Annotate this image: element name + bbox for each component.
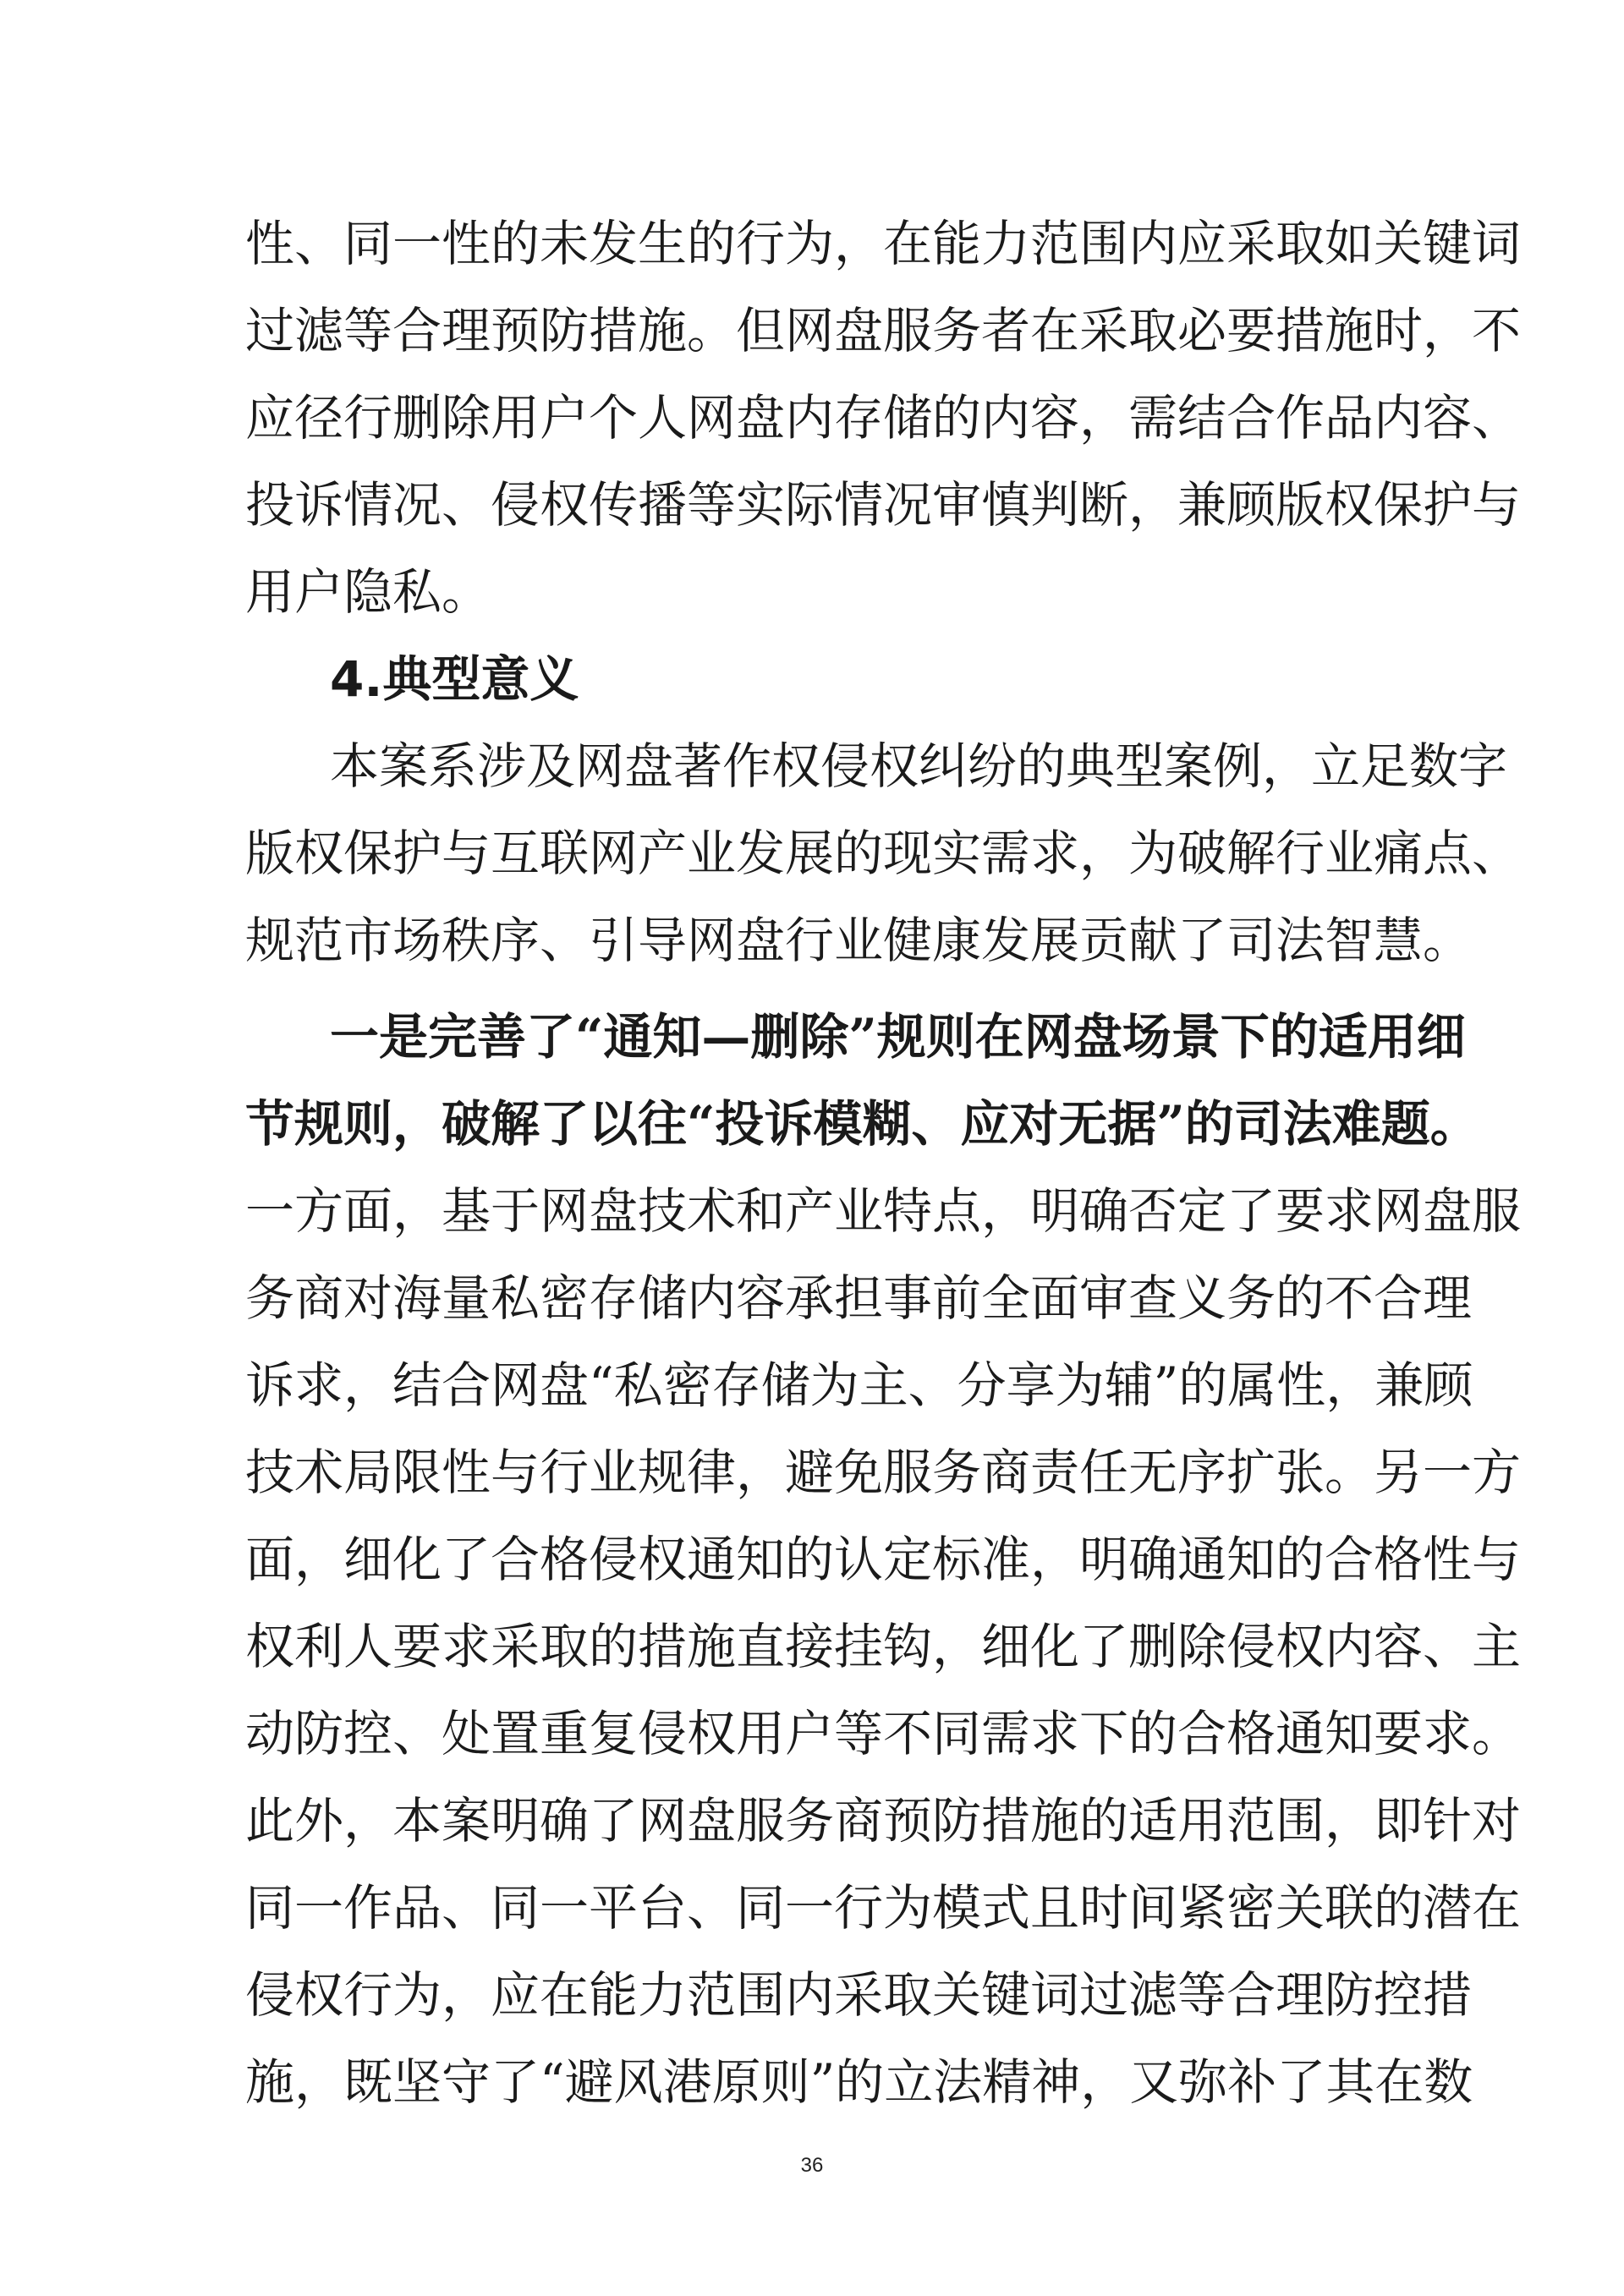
- paragraph-3-line-5: 面，细化了合格侵权通知的认定标准，明确通知的合格性与: [245, 1531, 1522, 1588]
- paragraph-1-line-2: 过滤等合理预防措施。但网盘服务者在采取必要措施时，不: [245, 302, 1522, 359]
- paragraph-3-line-8: 此外，本案明确了网盘服务商预防措施的适用范围，即针对: [245, 1792, 1522, 1849]
- paragraph-3-line-9: 同一作品、同一平台、同一行为模式且时间紧密关联的潜在: [245, 1879, 1522, 1937]
- paragraph-2-line-3: 规范市场秩序、引导网盘行业健康发展贡献了司法智慧。: [245, 912, 1473, 969]
- paragraph-3-line-11: 施，既坚守了“避风港原则”的立法精神，又弥补了其在数: [245, 2053, 1473, 2111]
- paragraph-3-line-2: 务商对海量私密存储内容承担事前全面审查义务的不合理: [245, 1269, 1473, 1327]
- paragraph-3-line-7: 动防控、处置重复侵权用户等不同需求下的合格通知要求。: [245, 1705, 1522, 1762]
- paragraph-3-line-1: 一方面，基于网盘技术和产业特点，明确否定了要求网盘服: [245, 1182, 1522, 1240]
- paragraph-1-line-5: 用户隐私。: [245, 563, 491, 621]
- paragraph-3-bold-line-2: 节规则，破解了以往“投诉模糊、应对无据”的司法难题。: [245, 1095, 1479, 1153]
- page-number: 36: [800, 2154, 824, 2177]
- section-heading: 4.典型意义: [330, 650, 579, 708]
- paragraph-1-line-1: 性、同一性的未发生的行为，在能力范围内应采取如关键词: [245, 215, 1522, 272]
- paragraph-3-line-6: 权利人要求采取的措施直接挂钩，细化了删除侵权内容、主: [245, 1618, 1522, 1675]
- paragraph-3-bold-line-1: 一是完善了“通知—删除”规则在网盘场景下的适用细: [330, 1008, 1466, 1066]
- paragraph-3-line-4: 技术局限性与行业规律，避免服务商责任无序扩张。另一方: [245, 1444, 1522, 1501]
- paragraph-1-line-3: 应径行删除用户个人网盘内存储的内容，需结合作品内容、: [245, 389, 1522, 447]
- paragraph-2-line-2: 版权保护与互联网产业发展的现实需求，为破解行业痛点、: [245, 825, 1522, 882]
- paragraph-3-line-10: 侵权行为，应在能力范围内采取关键词过滤等合理防控措: [245, 1966, 1473, 2024]
- paragraph-2-line-1: 本案系涉及网盘著作权侵权纠纷的典型案例，立足数字: [330, 737, 1508, 795]
- paragraph-1-line-4: 投诉情况、侵权传播等实际情况审慎判断，兼顾版权保护与: [245, 476, 1522, 534]
- paragraph-3-line-3: 诉求，结合网盘“私密存储为主、分享为辅”的属性，兼顾: [245, 1356, 1473, 1414]
